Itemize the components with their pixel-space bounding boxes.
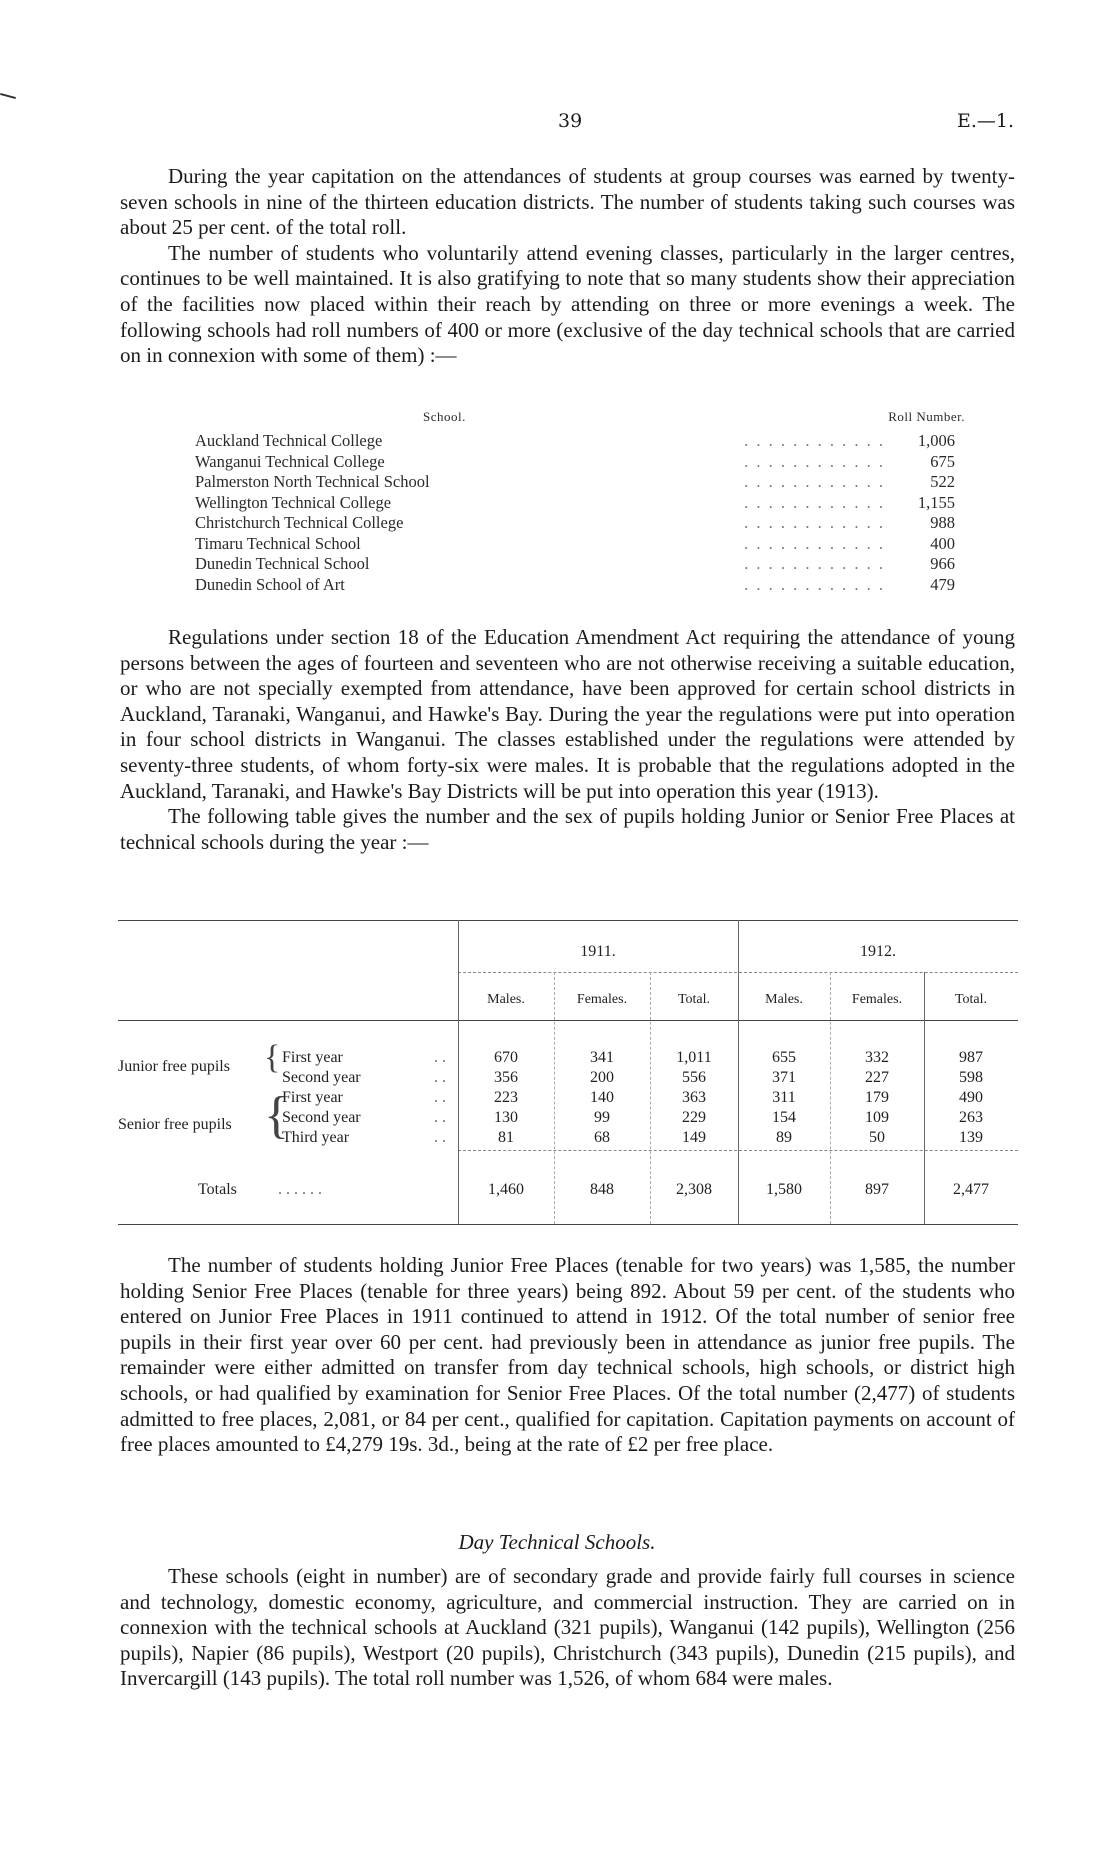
year-header-1912: 1912. — [860, 943, 896, 960]
school-name: Wellington Technical College — [195, 493, 395, 514]
cell-value: 179 — [865, 1089, 889, 1106]
school-name: Wanganui Technical College — [195, 452, 389, 473]
day-technical-schools — [120, 1564, 1015, 1692]
leader-dots: . . . . . . . . . . . . — [744, 431, 885, 450]
cell-value: 341 — [590, 1049, 614, 1066]
table-row — [195, 575, 975, 596]
total-value: 1,460 — [488, 1181, 524, 1198]
regulations-paragraphs — [120, 625, 1015, 855]
section-heading: Day Technical Schools. — [458, 1530, 656, 1554]
paragraph-free-places: The number of students holding Junior Free Places (tenable for two years) was 1,585, the number holding Senior Free Places (tenable for three years) being 892. About 59 per cent. of the students who entered on Junior Free Places in 1911 continued to attend in 1912. Of the total number of senior free pupils in their first year over 60 per cent. had previously been in attendance as junior free pupils. The remainder were either admitted on transfer from day technical schools, high schools, or district high schools, or had qualified by examination for Senior Free Places. Of the total number (2,477) of students admitted to free places, 2,081, or 84 per cent., qualified for capitation. Capitation payments on account of free places amounted to £4,279 19s. 3d., being at the rate of £2 per free place. — [120, 1253, 1015, 1457]
brace-junior: { — [264, 1039, 281, 1076]
table-row — [195, 554, 975, 575]
leader-dots: . . — [434, 1089, 446, 1106]
roll-number: 1,155 — [917, 492, 955, 512]
cell-value: 149 — [682, 1129, 706, 1146]
school-roll-table — [195, 405, 975, 595]
cell-value: 89 — [776, 1129, 792, 1146]
table-row — [195, 493, 975, 514]
total-value: 848 — [590, 1181, 614, 1198]
page-number: 39 — [558, 110, 583, 132]
leader-dots: . . — [434, 1069, 446, 1086]
page-header — [0, 110, 1114, 140]
leader-dots: . . . . . . — [278, 1181, 322, 1198]
cell-value: 200 — [590, 1069, 614, 1086]
cell-value: 140 — [590, 1089, 614, 1106]
cell-value: 670 — [494, 1049, 518, 1066]
cell-value: 68 — [594, 1129, 610, 1146]
table-row — [195, 452, 975, 473]
roll-number: 1,006 — [917, 431, 955, 450]
row-label: Third year — [282, 1129, 350, 1146]
cell-value: 655 — [772, 1049, 796, 1066]
subheader-females: Females. — [851, 992, 903, 1007]
cell-value: 229 — [682, 1109, 706, 1126]
cell-value: 356 — [494, 1069, 518, 1086]
roll-number: 675 — [930, 451, 955, 471]
leader-dots: . . . . . . . . . . . . — [744, 554, 885, 573]
brace-senior: { — [264, 1087, 289, 1144]
cell-value: 1,011 — [676, 1049, 712, 1066]
paragraph-regulations: Regulations under section 18 of the Education Amendment Act requiring the attendance of young persons between the ages of fourteen and seventeen who are not otherwise receiving a suitable education, or who are not specially exempted from attendance, have been approved for certain school districts in Auckland, Taranaki, Wanganui, and Hawke's Bay. During the year the regulations were put into operation in four school districts in Wanganui. The classes established under the regulations were attended by seventy-three students, of whom forty-six were males. It is probable that the regulations adopted in the Auckland, Taranaki, and Hawke's Bay Districts will be put into operation this year (1913). — [120, 625, 1015, 803]
cell-value: 263 — [959, 1109, 983, 1126]
free-places-summary — [120, 1253, 1015, 1458]
leader-dots: . . . . . . . . . . . . — [744, 472, 885, 491]
school-name: Dunedin Technical School — [195, 554, 374, 575]
header-bottom-rule — [118, 1020, 1018, 1021]
row-label: Second year — [282, 1109, 361, 1126]
cell-value: 130 — [494, 1109, 518, 1126]
leader-dots: . . . . . . . . . . . . — [744, 513, 885, 532]
leader-dots: . . . . . . . . . . . . — [744, 574, 885, 594]
cell-value: 332 — [865, 1049, 889, 1066]
intro-paragraphs — [120, 164, 1015, 369]
subheader-total: Total. — [677, 992, 711, 1007]
cell-value: 99 — [594, 1109, 610, 1126]
cell-value: 311 — [772, 1089, 796, 1106]
school-name: Christchurch Technical College — [195, 513, 407, 534]
school-name: Dunedin School of Art — [195, 575, 349, 596]
year-header-1911: 1911. — [580, 943, 616, 960]
cell-value: 371 — [772, 1069, 796, 1086]
leader-dots: . . . . . . . . . . . . — [744, 492, 885, 512]
total-value: 1,580 — [766, 1181, 802, 1198]
cell-value: 81 — [498, 1129, 514, 1146]
leader-dots: . . — [434, 1109, 446, 1126]
cell-value: 223 — [494, 1089, 518, 1106]
cell-value: 139 — [959, 1129, 983, 1146]
table-row — [195, 534, 975, 555]
cell-value: 556 — [682, 1069, 706, 1086]
subheader-males: Males. — [487, 992, 525, 1007]
roll-number: 479 — [930, 574, 955, 594]
roll-number: 966 — [930, 554, 955, 573]
total-value: 2,308 — [676, 1181, 712, 1198]
cell-value: 50 — [869, 1129, 885, 1146]
roll-number: 522 — [930, 472, 955, 491]
paragraph-day-technical: These schools (eight in number) are of secondary grade and provide fairly full courses in science and technology, domestic economy, agriculture, and commercial instruction. They are carried on in connexion with the technical schools at Auckland (321 pupils), Wanganui (142 pupils), Wellington (256 pupils), Napier (86 pupils), Westport (20 pupils), Christchurch (343 pupils), Dunedin (215 pupils), and Invercargill (143 pupils). The total roll number was 1,526, of whom 684 were males. — [120, 1564, 1015, 1691]
cell-value: 227 — [865, 1069, 889, 1086]
leader-dots: . . — [434, 1049, 446, 1066]
cell-value: 987 — [959, 1049, 983, 1066]
school-name: Timaru Technical School — [195, 534, 365, 555]
free-places-table — [118, 920, 1018, 1230]
paragraph-group-courses: During the year capitation on the attendances of students at group courses was earned by twenty-seven schools in nine of the thirteen education districts. The number of students taking such courses was about 25 per cent. of the total roll. — [120, 164, 1015, 240]
group-label-senior: Senior free pupils — [118, 1116, 232, 1133]
leader-dots: . . — [434, 1129, 446, 1146]
document-reference: E.—1. — [956, 110, 1014, 132]
leader-dots: . . . . . . . . . . . . — [744, 451, 885, 471]
roll-number: 400 — [930, 533, 955, 553]
paragraph-evening-classes: The number of students who voluntarily attend evening classes, particularly in the larger centres, continues to be well maintained. It is also gratifying to note that so many students show their appreciation of the facilities now placed within their reach by attending on three or more evenings a week. The following schools had roll numbers of 400 or more (exclusive of the day technical schools that are carried on in connexion with some of them) :— — [120, 240, 1015, 368]
totals-label: Totals — [198, 1181, 237, 1198]
subheader-females: Females. — [576, 992, 628, 1007]
table-row — [195, 513, 975, 534]
cell-value: 598 — [959, 1069, 983, 1086]
cell-value: 154 — [772, 1109, 796, 1126]
row-label: First year — [282, 1049, 343, 1066]
cell-value: 363 — [682, 1089, 706, 1106]
school-name: Auckland Technical College — [195, 431, 386, 452]
leader-dots: . . . . . . . . . . . . — [744, 533, 885, 553]
group-label-junior: Junior free pupils — [118, 1058, 230, 1075]
subheader-males: Males. — [765, 992, 803, 1007]
table-row — [195, 472, 975, 493]
subheader-total: Total. — [954, 992, 988, 1007]
column-header-roll-number: Roll Number. — [888, 409, 965, 424]
column-header-school: School. — [423, 409, 466, 424]
school-name: Palmerston North Technical School — [195, 472, 434, 493]
cell-value: 490 — [959, 1089, 983, 1106]
paragraph-table-intro: The following table gives the number and the sex of pupils holding Junior or Senior Free Places at technical schools during the year :— — [120, 804, 1015, 854]
row-label: First year — [282, 1089, 343, 1106]
table-row — [195, 431, 975, 452]
school-roll-table-header — [195, 405, 975, 431]
total-value: 897 — [865, 1181, 889, 1198]
cell-value: 109 — [865, 1109, 889, 1126]
roll-number: 988 — [930, 513, 955, 532]
table-bottom-rule — [118, 1224, 1018, 1225]
row-label: Second year — [282, 1069, 361, 1086]
total-value: 2,477 — [953, 1181, 989, 1198]
margin-mark — [0, 93, 16, 99]
table-top-rule — [118, 920, 1018, 921]
